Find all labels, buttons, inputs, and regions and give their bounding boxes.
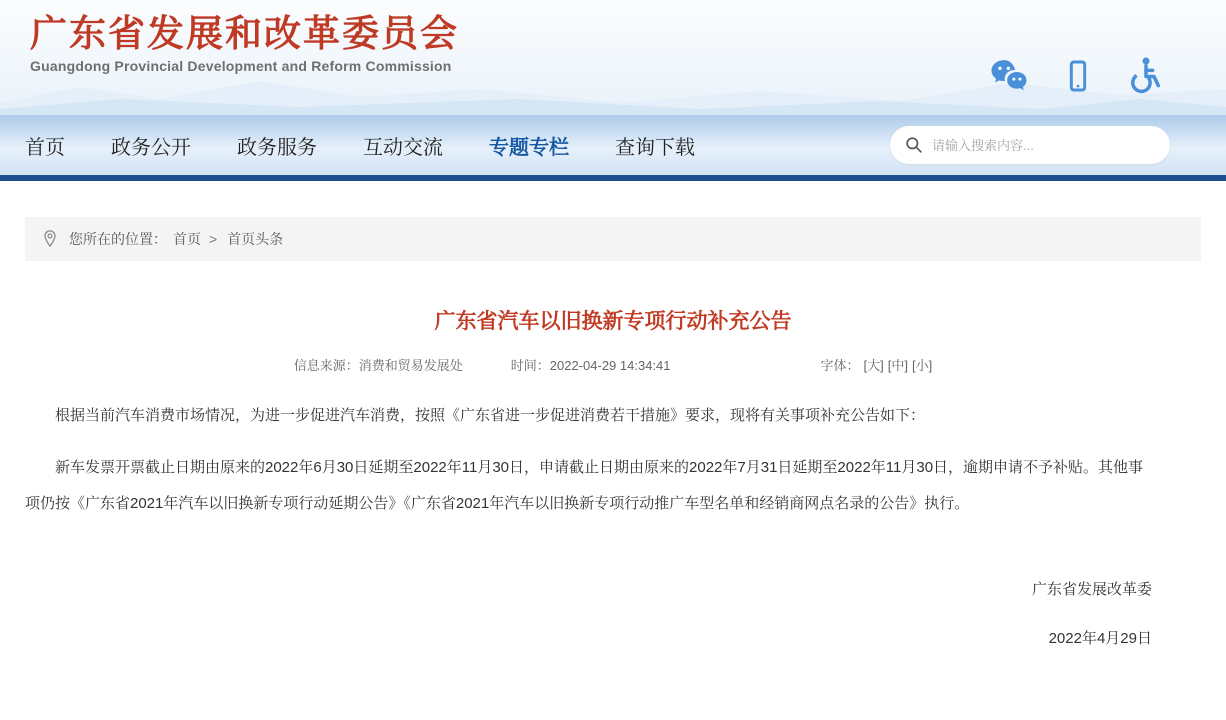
search-box [890, 126, 1170, 164]
article [0, 261, 1226, 648]
font-size-small-button[interactable]: [小] [911, 358, 933, 373]
header-quick-icons [986, 56, 1164, 96]
site-title: 广东省发展和改革委员会 [30, 13, 459, 54]
breadcrumb-current: 首页头条 [227, 231, 284, 247]
breadcrumb-prefix: 您所在的位置： [69, 231, 167, 247]
nav-item-special-topics[interactable]: 专题专栏 [489, 136, 569, 159]
wechat-icon[interactable] [986, 56, 1032, 96]
font-size-medium-button[interactable]: [中] [887, 358, 908, 373]
nav-item-gov-disclosure[interactable]: 政务公开 [111, 136, 191, 159]
meta-font-label: 字体： [820, 358, 860, 373]
article-title: 广东省汽车以旧换新专项行动补充公告 [434, 310, 792, 333]
accessibility-icon[interactable] [1124, 56, 1164, 96]
search-input[interactable] [932, 138, 1156, 153]
article-paragraph: 根据当前汽车消费市场情况，为进一步促进汽车消费，按照《广东省进一步促进消费若干措施》要求，现将有关事项补充公告如下： [55, 407, 926, 424]
article-body [25, 398, 1152, 522]
article-signature-block [25, 578, 1152, 648]
meta-time: 时间：2022-04-29 14:34:41 [510, 358, 671, 373]
mobile-icon[interactable] [1062, 56, 1094, 96]
font-size-large-button[interactable]: [大] [863, 358, 884, 373]
search-icon[interactable] [904, 135, 924, 155]
main-nav [0, 115, 1226, 181]
article-meta [0, 355, 1226, 374]
site-header [0, 0, 1226, 115]
article-signature: 广东省发展改革委 [1031, 581, 1152, 598]
nav-item-query-download[interactable]: 查询下载 [615, 136, 695, 159]
article-date: 2022年4月29日 [1048, 630, 1152, 647]
meta-source: 信息来源：消费和贸易发展处 [293, 358, 463, 373]
breadcrumb [25, 217, 1201, 261]
breadcrumb-separator: > [209, 231, 218, 247]
nav-item-interaction[interactable]: 互动交流 [363, 136, 443, 159]
location-pin-icon [41, 229, 59, 249]
breadcrumb-home-link[interactable]: 首页 [173, 231, 201, 247]
site-logo[interactable] [30, 12, 459, 74]
nav-item-gov-services[interactable]: 政务服务 [237, 136, 317, 159]
nav-item-home[interactable]: 首页 [25, 136, 65, 159]
site-subtitle: Guangdong Provincial Development and Reform Commission [30, 58, 452, 74]
article-paragraph: 新车发票开票截止日期由原来的2022年6月30日延期至2022年11月30日，申请截止日期由原来的2022年7月31日延期至2022年11月30日，逾期申请不予补贴。其他事项仍按《广东省2021年汽车以旧换新专项行动延期公告》《广东省2021年汽车以旧换新专项行动推广车型名单和经销商网点名录的公告》执行。 [25, 459, 1144, 512]
